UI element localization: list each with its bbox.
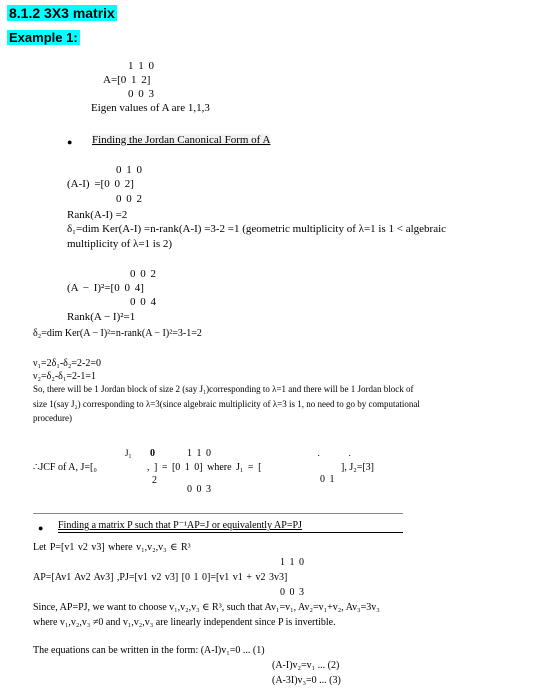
equations-intro: The equations can be written in the form: (A-I)v₁=0 ... (1) bbox=[33, 645, 265, 656]
jcf-j1-top: J₁ bbox=[125, 448, 132, 458]
matrix-a-row2: A=[0 1 2] bbox=[103, 74, 151, 86]
jcf-zero-top: 0 bbox=[150, 448, 155, 459]
jcf-matrix-top: 1 1 0 bbox=[187, 448, 211, 459]
ai-row1: 0 1 0 bbox=[116, 164, 142, 176]
delta1-line1: δ₁=dim Ker(A-I) =n-rank(A-I) =3-2 =1 (geometric multiplicity of λ=1 is 1 < algebraic bbox=[67, 223, 447, 235]
section-heading: 8.1.2 3X3 matrix bbox=[9, 5, 115, 21]
bullet2-underline bbox=[58, 532, 403, 533]
ai-row2: (A-I) =[0 0 2] bbox=[67, 178, 134, 190]
so-line2: size 1(say J₂) corresponding to λ=3(since algebraic multiplicity of λ=3 is 1, no need to go by computational bbox=[33, 399, 420, 409]
eigen-values: Eigen values of A are 1,1,3 bbox=[91, 102, 210, 114]
bullet-icon: ● bbox=[67, 137, 73, 147]
jcf-dot2: ˙ bbox=[348, 454, 352, 465]
jcf-main: ∴JCF of A, J=[₀ bbox=[33, 462, 97, 473]
ai2-row3: 0 0 4 bbox=[130, 296, 156, 308]
jcf-two: 2 bbox=[152, 475, 157, 486]
since-line2: where v₁,v₂,v₃ ≠0 and v₁,v₂,v₃ are linearly independent since P is invertible. bbox=[33, 617, 336, 628]
matrix-a-row3: 0 0 3 bbox=[128, 88, 154, 100]
rank-ai2: Rank(A − I)²=1 bbox=[67, 311, 136, 323]
ai2-row1: 0 0 2 bbox=[130, 268, 156, 280]
equation-3: (A-3I)v₃=0 ... (3) bbox=[272, 675, 341, 686]
bullet-icon-2: ● bbox=[38, 523, 44, 533]
jcf-j1-bottom: 0 1 bbox=[320, 474, 335, 485]
jcf-close: ], J₂=[3] bbox=[341, 462, 375, 473]
ai2-row2: (A − I)²=[0 0 4] bbox=[67, 282, 144, 294]
delta2: δ₂=dim Ker(A − I)²=n-rank(A − I)²=3-1=2 bbox=[33, 328, 202, 339]
equation-2: (A-I)v₂=v₁ ... (2) bbox=[272, 660, 340, 671]
apj-main: AP=[Av1 Av2 Av3] ,PJ=[v1 v2 v3] [0 1 0]=[v1 v1 + v2 3v3] bbox=[33, 572, 288, 583]
let-p: Let P=[v1 v2 v3] where v₁,v₂,v₃ ∈ R³ bbox=[33, 542, 191, 553]
jcf-bracket: , ] = [0 1 0] where J₁ = [ bbox=[147, 462, 262, 473]
bullet-jordan-heading: Finding the Jordan Canonical Form of A bbox=[92, 134, 271, 146]
rank-ai: Rank(A-I) =2 bbox=[67, 209, 128, 221]
nu2: ν₂=δ₂-δ₁=2-1=1 bbox=[33, 371, 96, 382]
matrix-a-row1: 1 1 0 bbox=[128, 60, 154, 72]
example-label: Example 1: bbox=[9, 30, 78, 45]
jcf-dot1: ˙ bbox=[317, 454, 321, 465]
delta1-line2: multiplicity of λ=1 is 2) bbox=[67, 238, 173, 250]
so-line3: procedure) bbox=[33, 413, 72, 423]
section-divider bbox=[33, 513, 403, 514]
apj-top: 1 1 0 bbox=[280, 557, 304, 568]
apj-bottom: 0 0 3 bbox=[280, 587, 304, 598]
nu1: ν₁=2δ₁-δ₂=2-2=0 bbox=[33, 358, 101, 369]
since-line1: Since, AP=PJ, we want to choose v₁,v₂,v₃ ∈ R³, such that Av₁=v₁, Av₂=v₁+v₂, Av₃=3v₃ bbox=[33, 602, 380, 613]
so-line1: So, there will be 1 Jordan block of size 2 (say J₁)corresponding to λ=1 and there will be 1 Jordan block of bbox=[33, 384, 414, 394]
jcf-matrix-bottom: 0 0 3 bbox=[187, 484, 211, 495]
ai-row3: 0 0 2 bbox=[116, 193, 142, 205]
bullet-find-p: Finding a matrix P such that P⁻¹AP=J or equivalently AP=PJ bbox=[58, 520, 302, 531]
